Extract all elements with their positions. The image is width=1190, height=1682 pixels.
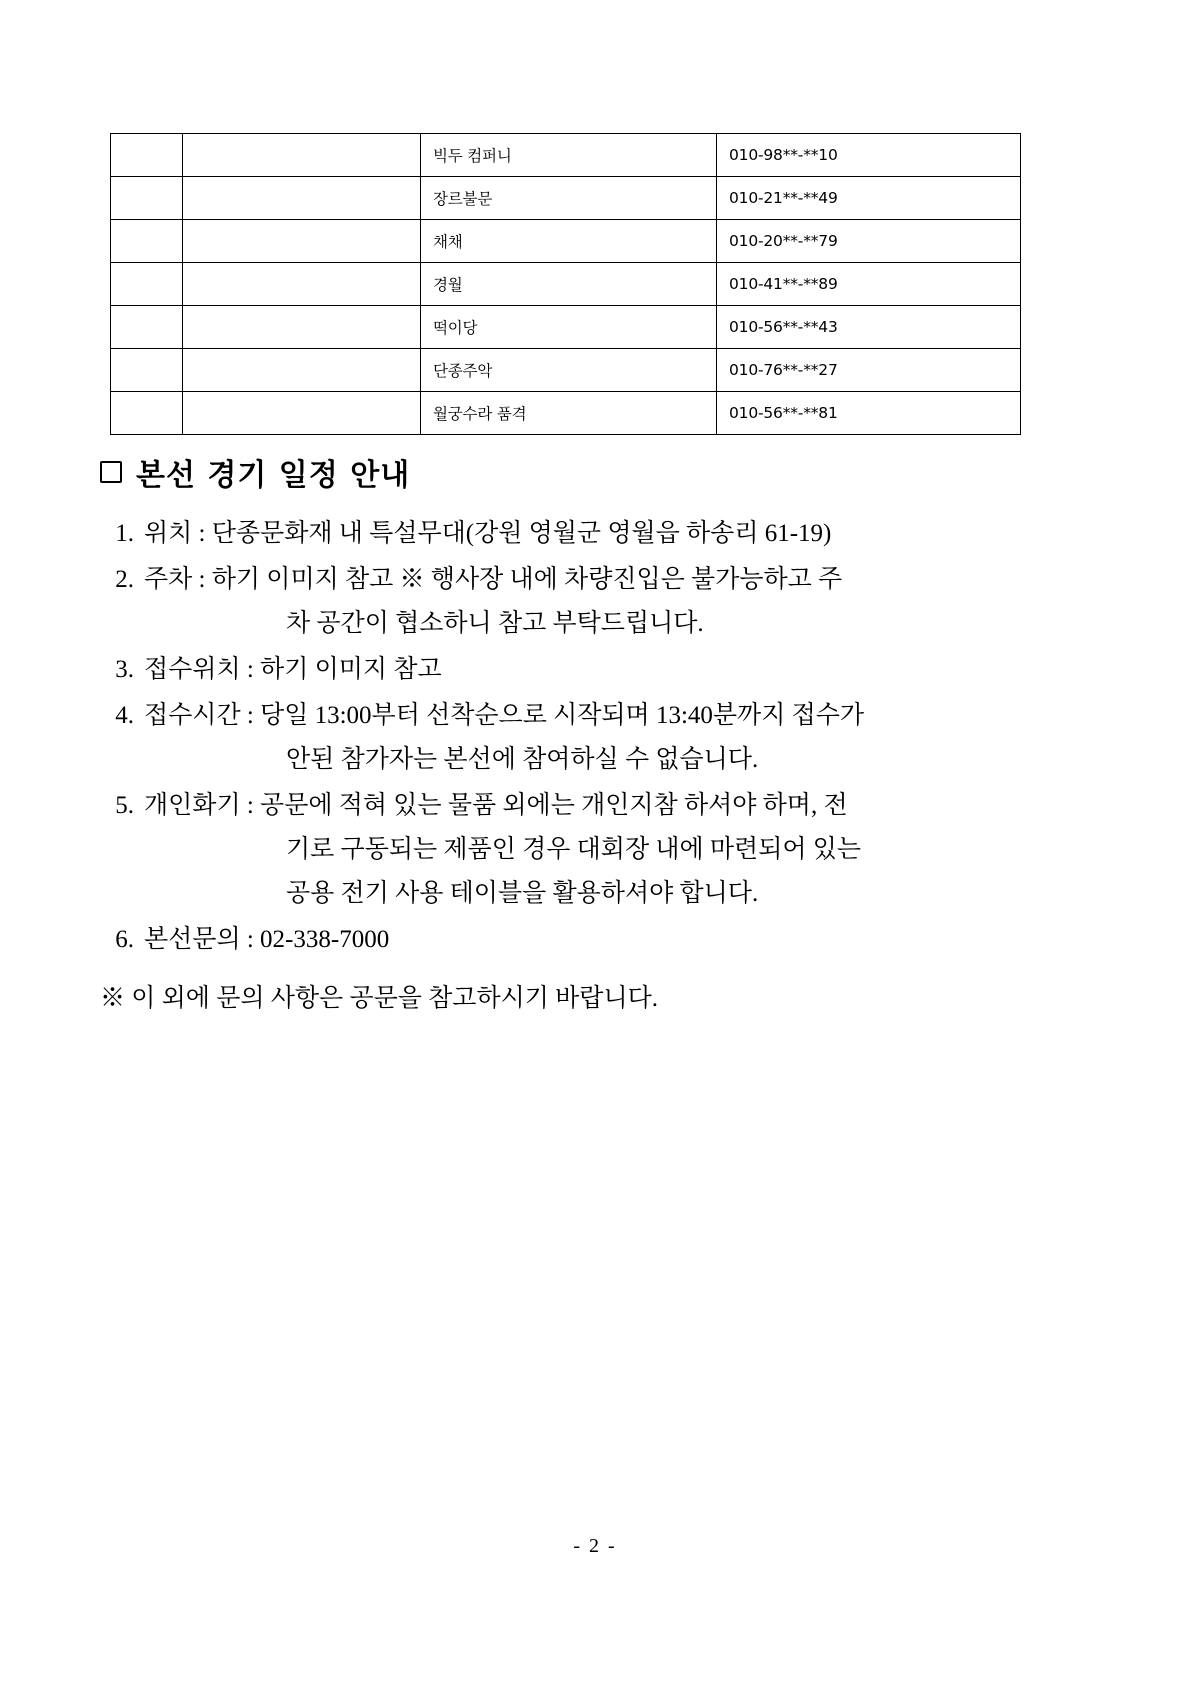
table-cell-empty-a (111, 134, 183, 177)
list-item (100, 918, 1060, 962)
list-item-body (144, 784, 1060, 916)
table-row (111, 306, 1021, 349)
table-cell-empty-b (183, 349, 421, 392)
list-item (100, 648, 1060, 692)
list-item-number: 5. (115, 792, 134, 819)
info-list (100, 512, 1060, 964)
table-cell-name: 월궁수라 품격 (421, 392, 717, 435)
list-item (100, 512, 1060, 556)
table-cell-empty-a (111, 306, 183, 349)
list-item-text: 하기 이미지 참고 (260, 656, 442, 683)
list-item-text: 단종문화재 내 특설무대(강원 영월군 영월읍 하송리 61-19) (211, 520, 832, 547)
table-cell-empty-a (111, 349, 183, 392)
list-item-body (144, 918, 1060, 962)
list-item (100, 558, 1060, 646)
table-cell-empty-a (111, 220, 183, 263)
list-item-continuation: 기로 구동되는 제품인 경우 대회장 내에 마련되어 있는 (286, 836, 862, 863)
contact-table (110, 133, 1021, 435)
list-item-body (144, 694, 1060, 782)
section-heading (100, 450, 410, 494)
table-row (111, 177, 1021, 220)
table-cell-phone: 010-56**-**43 (717, 306, 1021, 349)
table-cell-empty-b (183, 177, 421, 220)
table-cell-empty-a (111, 392, 183, 435)
footnote: ※ 이 외에 문의 사항은 공문을 참고하시기 바랍니다. (100, 985, 659, 1012)
list-item-label: 접수시간 : (144, 702, 261, 729)
list-item-label: 위치 : (144, 520, 212, 547)
list-item-text: 02-338-7000 (260, 926, 390, 953)
table-cell-name: 단종주악 (421, 349, 717, 392)
table-cell-empty-b (183, 220, 421, 263)
table-cell-empty-b (183, 134, 421, 177)
table-cell-name: 경월 (421, 263, 717, 306)
section-heading-title: 본선 경기 일정 안내 (136, 458, 411, 493)
list-item-label: 본선문의 : (144, 926, 261, 953)
list-item-text: 당일 13:00부터 선착순으로 시작되며 13:40분까지 접수가 (260, 702, 865, 729)
table-row (111, 134, 1021, 177)
table-row (111, 263, 1021, 306)
table-cell-name: 떡이당 (421, 306, 717, 349)
list-item (100, 694, 1060, 782)
table-cell-empty-b (183, 263, 421, 306)
list-item-number: 2. (115, 566, 134, 593)
list-item-text: 공문에 적혀 있는 물품 외에는 개인지참 하셔야 하며, 전 (260, 792, 848, 819)
list-item-continuation-2: 공용 전기 사용 테이블을 활용하셔야 합니다. (286, 880, 759, 907)
table-row (111, 220, 1021, 263)
list-item-body (144, 648, 1060, 692)
list-item-label: 주차 : (144, 566, 212, 593)
list-item-number: 1. (115, 520, 134, 547)
table-cell-phone: 010-21**-**49 (717, 177, 1021, 220)
table-cell-phone: 010-98**-**10 (717, 134, 1021, 177)
table-cell-phone: 010-20**-**79 (717, 220, 1021, 263)
table-cell-phone: 010-41**-**89 (717, 263, 1021, 306)
list-item-text: 하기 이미지 참고 ※ 행사장 내에 차량진입은 불가능하고 주 (211, 566, 843, 593)
table-row (111, 392, 1021, 435)
table-cell-empty-a (111, 263, 183, 306)
list-item-number: 4. (115, 702, 134, 729)
list-item (100, 784, 1060, 916)
list-item-continuation: 안된 참가자는 본선에 참여하실 수 없습니다. (286, 746, 759, 773)
page-number: - 2 - (573, 1535, 617, 1557)
list-item-number: 6. (115, 926, 134, 953)
table-cell-empty-b (183, 306, 421, 349)
list-item-label: 접수위치 : (144, 656, 261, 683)
contact-table-body (111, 134, 1021, 435)
list-item-continuation: 차 공간이 협소하니 참고 부탁드립니다. (286, 610, 704, 637)
table-cell-phone: 010-76**-**27 (717, 349, 1021, 392)
table-cell-name: 채채 (421, 220, 717, 263)
list-item-body (144, 512, 1060, 556)
table-row (111, 349, 1021, 392)
list-item-number: 3. (115, 656, 134, 683)
table-cell-phone: 010-56**-**81 (717, 392, 1021, 435)
list-item-body (144, 558, 1060, 646)
table-cell-name: 빅두 컴퍼니 (421, 134, 717, 177)
table-cell-empty-b (183, 392, 421, 435)
table-cell-empty-a (111, 177, 183, 220)
table-cell-name: 장르불문 (421, 177, 717, 220)
checkbox-icon (100, 461, 122, 483)
list-item-label: 개인화기 : (144, 792, 261, 819)
